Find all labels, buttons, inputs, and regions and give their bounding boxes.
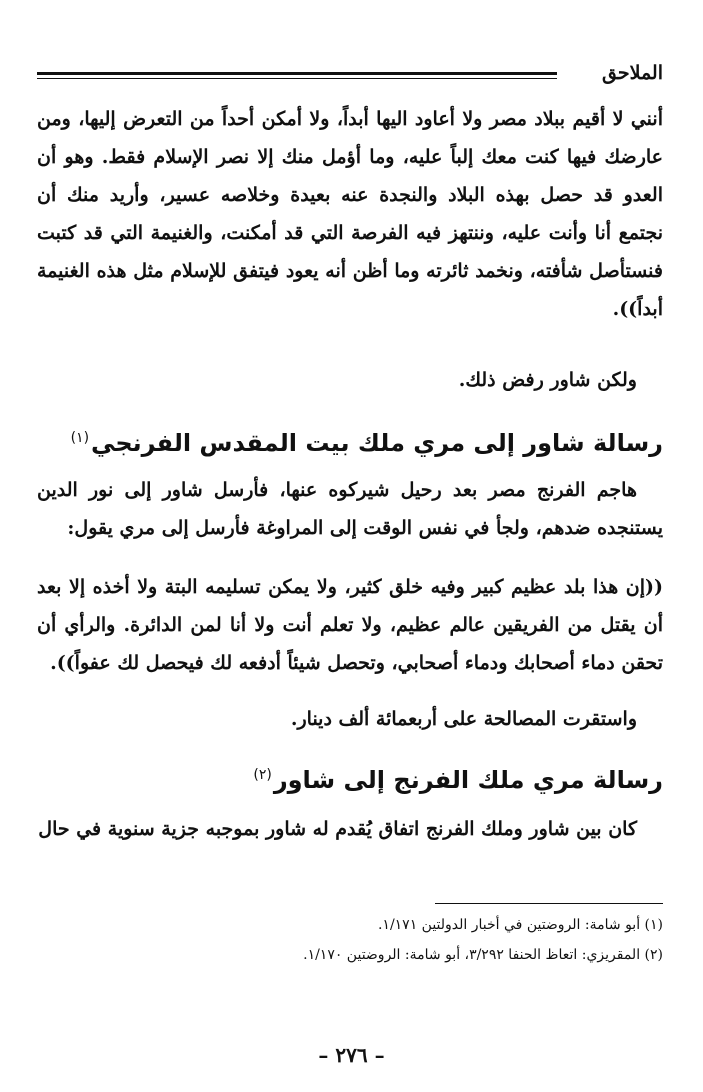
footnotes [37,910,663,970]
paragraph-text: ((إن هذا بلد عظيم كبير وفيه خلق كثير، ولا يمكن تسليمه البتة ولا أخذه إلا بعد أن يقتل من الفريقين عالم عظيم، ولا تعلم أنت ولا أنا لمن الدائرة. والرأي أن تحقن دماء أصحابك ودماء أصحابي، وتحصل شيئاً أدفعه لك فيحصل لك عفواً)). [37,576,663,674]
header-title: الملاحق [602,62,663,84]
paragraph-3 [37,471,663,547]
paragraph-6 [37,810,663,848]
paragraph-text: أنني لا أقيم ببلاد مصر ولا أعاود اليها أبداً، ولا أمكن أحداً من التعرض إليها، ومن عارضك فيها كنت معك إلباً عليه، وما أؤمل منك إلا نصر الإسلام فقط. وهو أن العدو قد حصل بهذه البلاد والنجدة عنه بعيدة وخلاصه عسير، وأريد منك أن نجتمع أنا وأنت عليه، وننتهز فيه الفرصة التي قد أمكنت، والغنيمة التي قد كتبت فنستأصل شأفته، ونخمد ثائرته وما أظن أنه يعود فيتفق للإسلام مثل هذه الغنيمة أبداً)). [37,108,663,320]
paragraph-text: واستقرت المصالحة على أربعمائة ألف دينار. [290,708,637,730]
header-rule [37,72,557,79]
heading-text: رسالة مري ملك الفرنج إلى شاور [273,766,663,794]
footnote-ref: (١) [70,430,90,446]
page-number: – ٢٧٦ – [318,1043,385,1067]
paragraph-4 [37,568,663,682]
footnote-1: (١) أبو شامة: الروضتين في أخبار الدولتين ١/١٧١. [377,917,663,933]
paragraph-text: ولكن شاور رفض ذلك. [458,369,637,391]
footnote-divider [435,903,663,904]
paragraph-5 [37,700,663,738]
section-heading-2 [37,755,663,800]
heading-text: رسالة شاور إلى مري ملك بيت المقدس الفرنجي [91,429,663,457]
paragraph-text: هاجم الفرنج مصر بعد رحيل شيركوه عنها، فأرسل شاور إلى نور الدين يستنجده ضدهم، ولجأ في نفس الوقت إلى المراوغة فأرسل إلى مري يقول: [37,479,663,539]
paragraph-1 [37,100,663,328]
paragraph-text: كان بين شاور وملك الفرنج اتفاق يُقدم له شاور بموجبه جزية سنوية في حال [38,818,637,840]
paragraph-2 [37,361,663,399]
footnote-2: (٢) المقريزي: اتعاظ الحنفا ٣/٢٩٢، أبو شامة: الروضتين ١/١٧٠. [303,947,663,963]
running-header [37,58,663,90]
section-heading-1 [37,418,663,463]
footnote-ref: (٢) [253,767,272,783]
